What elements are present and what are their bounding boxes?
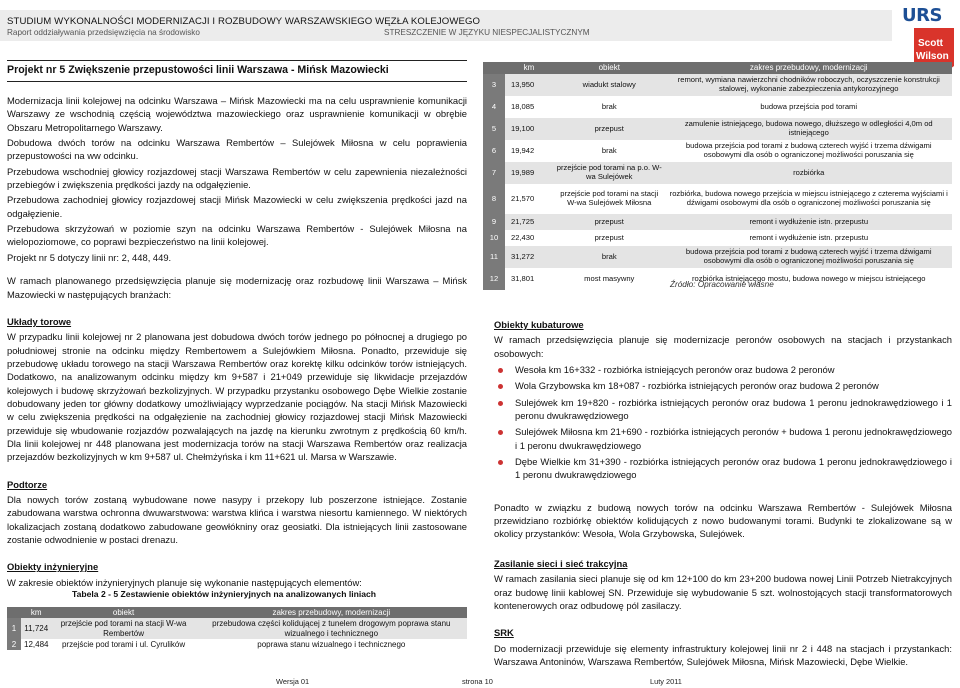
table-header-row xyxy=(483,62,952,74)
footer-date: Luty 2011 xyxy=(650,677,682,686)
section-head-subgrade: Podtorze xyxy=(7,478,48,490)
list-item: Dębe Wielkie km 31+390 - rozbiórka istniejących peronów oraz budowa 1 peronu jednokrawędziowego i 1 peronu dwukrawędziowego xyxy=(494,455,952,482)
section-head-buildings: Obiekty kubaturowe xyxy=(494,319,584,330)
col-header-no xyxy=(483,62,505,74)
row-scope: przebudowa części kolidującej z tunelem drogowym poprawa stanu wizualnego i technicznego xyxy=(196,618,467,638)
table-row xyxy=(483,140,952,162)
row-km: 11,724 xyxy=(21,618,51,638)
section-head-srk: SRK xyxy=(494,627,514,639)
row-no: 8 xyxy=(483,184,505,214)
list-item: Wesoła km 16+332 - rozbiórka istniejących peronów oraz budowa 2 peronów xyxy=(494,363,952,376)
row-no: 5 xyxy=(483,118,505,140)
row-km: 12,484 xyxy=(21,639,51,650)
row-scope: remont i wydłużenie istn. przepustu xyxy=(666,230,953,246)
table-caption: Tabela 2 - 5 Zestawienie obiektów inżynieryjnych na analizowanych liniach xyxy=(72,589,377,599)
row-scope: budowa przejścia pod torami xyxy=(666,96,953,118)
row-object: most masywny xyxy=(553,268,666,290)
row-scope: budowa przejścia pod torami z budową czterech wyjść i trzema dźwigami osobowymi dla osób o ograniczonej możliwości poruszania się xyxy=(666,140,953,162)
section-head-tracks: Układy torowe xyxy=(7,315,72,327)
objects-table-left xyxy=(7,607,467,650)
row-km: 31,272 xyxy=(505,246,553,268)
row-object: przepust xyxy=(553,118,666,140)
paragraph-6: Projekt nr 5 dotyczy linii nr: 2, 448, 449. xyxy=(7,251,172,263)
paragraph-2: Dobudowa dwóch torów na odcinku Warszawa Rembertów – Sulejówek Miłosna w celu poprawienia przepustowości na ww odcinku. xyxy=(7,137,467,162)
col-header-km: km xyxy=(21,607,51,618)
row-object: brak xyxy=(553,96,666,118)
table-header-row xyxy=(7,607,467,618)
objects-table-right xyxy=(483,62,952,290)
table-row xyxy=(483,230,952,246)
table-row xyxy=(483,246,952,268)
platforms-list xyxy=(494,363,952,482)
table-source: Źródło: Opracowanie własne xyxy=(670,280,774,289)
footer-page: strona 10 xyxy=(462,677,493,686)
col-header-no xyxy=(7,607,21,618)
paragraph-5: Przebudowa skrzyżowań w poziomie szyn na odcinku Warszawa Rembertów - Sulejówek Miłosna na wielopoziomowe, co poprawi bezpieczeństwo na linii kolejowej. xyxy=(7,223,467,248)
row-object: wiadukt stalowy xyxy=(553,74,666,96)
header-right-label: STRESZCZENIE W JĘZYKU NIESPECJALISTYCZNYM xyxy=(384,28,590,37)
row-object: przejście pod torami na stacji W-wa Rembertów xyxy=(51,618,195,638)
row-no: 1 xyxy=(7,618,21,638)
section-text-subgrade: Dla nowych torów zostaną wybudowane nowe nasypy i przekopy lub poszerzone istniejące. Zostanie zabudowana warstwa ochronna dwuwarstwowa: warstwa klińca i warstwa niesortu kamiennego. W niektórych lokalizacjach zostaną dodatkowo zabudowane geowłókniny oraz geosiatki. Dla istniejących linii zastosowane zostanie odwodnienie w postaci drenazu. xyxy=(7,493,467,545)
row-km: 19,989 xyxy=(505,162,553,184)
row-no: 11 xyxy=(483,246,505,268)
header-subtitle: Raport oddziaływania przedsięwzięcia na środowisko xyxy=(7,28,200,37)
page-header xyxy=(0,0,960,54)
row-km: 22,430 xyxy=(505,230,553,246)
row-no: 10 xyxy=(483,230,505,246)
row-scope: rozbiórka istniejącego mostu, budowa nowego w miejscu istniejącego xyxy=(666,268,953,290)
row-scope: remont, wymiana nawierzchni chodników roboczych, oczyszczenie konstrukcji stalowej, wykonanie zabezpieczenia antykorozyjnego xyxy=(666,74,953,96)
row-object: przejście pod torami na p.o. W-wa Sulejówek xyxy=(553,162,666,184)
row-scope: remont i wydłużenie istn. przepustu xyxy=(666,214,953,230)
table-row xyxy=(483,96,952,118)
row-scope: rozbiórka xyxy=(666,162,953,184)
row-object: brak xyxy=(553,140,666,162)
row-no: 2 xyxy=(7,639,21,650)
col-header-object: obiekt xyxy=(553,62,666,74)
footer-version: Wersja 01 xyxy=(276,677,310,686)
section-text-buildings: W ramach przedsięwzięcia planuje się modernizacje peronów osobowych na stacjach i przystankach osobowych: xyxy=(494,334,952,359)
row-no: 12 xyxy=(483,268,505,290)
table-row xyxy=(7,618,467,638)
table-row xyxy=(483,118,952,140)
paragraph-7: W ramach planowanego przedsięwzięcia planuje się modernizację oraz rozbudowę linii Warszawa – Mińsk Mazowiecki w następujących branżach: xyxy=(7,275,467,300)
paragraph-1: Modernizacja linii kolejowej na odcinku Warszawa – Mińsk Mazowiecki ma na celu usprawnienie komunikacji Warszawy ze wschodnią częścią województwa mazowieckiego oraz usprawnienie komunikacji w obrębie Obszaru Metropolitarnego Warszawy. xyxy=(7,95,467,133)
col-header-km: km xyxy=(505,62,553,74)
col-header-scope: zakres przebudowy, modernizacji xyxy=(666,62,953,74)
row-no: 3 xyxy=(483,74,505,96)
row-km: 31,801 xyxy=(505,268,553,290)
section-text-engineering: W zakresie obiektów inżynieryjnych planuje się wykonanie następujących elementów: xyxy=(7,576,362,588)
row-object: przejście pod torami i ul. Cyrulików xyxy=(51,639,195,650)
row-scope: budowa przejścia pod torami z budową czterech wyjść i trzema dźwigami osobowymi dla osób o ograniczonej możliwości poruszania się xyxy=(666,246,953,268)
row-scope: zamulenie istniejącego, budowa nowego, dłuższego w odległości 4,0m od istniejącego xyxy=(666,118,953,140)
section-text-tracks: W przypadku linii kolejowej nr 2 planowana jest dobudowa dwóch torów jednego po północnej a drugiego po południowej stronie na odcinku między Rembertowem a Sulejówkiem Miłosna. Ponadto, przewiduje się przebudowę układu torowego na stacji Warszawa Rembertów oraz korektę kilku odcinków torów istniejących. Dodatkowo, na analizowanym odcinku między km 9+587 i 21+049 przewiduje się likwidacje przejazdów kolejowych i budowę skrzyżowań bezkolizyjnych. W przypadku przystanku osobowego Dębe Wielkie zostanie dobudowany jeden tor główny dodatkowy umożliwiający wyprzedzanie pociągów. Na stacji Mińsk Mazowiecki w celu zwiększenia prędkości na odgałęzienie na zachodniej głowicy rozjazdowej stacji Mińsk Mazowiecki przewiduje się wbudowanie rozjazdów pozwalających na jazdę na kierunku zwrotnym z prędkością 60 km/h. Dla linii kolejowej nr 448 planowana jest modernizacja torów na stacji Warszawa Rembertów oraz realizacja przejazdów bezkolizyjnych w km 9+587 ul. Chełmżyńska i km 11+621 ul. Marsa w Warszawie. xyxy=(7,331,467,463)
row-object: przepust xyxy=(553,214,666,230)
section-text-srk: Do modernizacji przewiduje się elementy infrastruktury kolejowej linii nr 2 i 448 na stacjach i przystankach: Warszawa Antoninów, Warszawa Rembertów, Sulejówek Miłosna, Mińsk Mazowiecki, Dębe Wielkie. xyxy=(494,642,952,667)
section-text-power: W ramach zasilania sieci planuje się od km 12+100 do km 23+200 budowa nowej Linii Potrzeb Nietrakcyjnych oraz budowę linii kablowej SN. Przewiduje się wybudowanie 5 szt. wolnostojących stacji transformatorowych kontenerowych oraz odbudowę pól zasilaczy. xyxy=(494,573,952,611)
paragraph-3: Przebudowa wschodniej głowicy rozjazdowej stacji Warszawa Rembertów w celu zapewnienia niezależności przebiegów i zwiększenia prędkości jazdy na odgałęzienie. xyxy=(7,165,467,191)
col-header-object: obiekt xyxy=(51,607,195,618)
paragraph-4: Przebudowa zachodniej głowicy rozjazdowej stacji Mińsk Mazowiecki w celu zwiększenia prędkości jazd na odgałęzienie. xyxy=(7,194,467,219)
paragraph-demolition: Ponadto w związku z budową nowych torów na odcinku Warszawa Rembertów - Sulejówek Miłosna przewidziano rozbiórkę obiektów kolidujących z nowo budowanymi torami. Budynki te zlokalizowane są w okolicy przystanków: Wesoła, Wola Grzybowska, Sulejówek. xyxy=(494,501,952,540)
right-column xyxy=(494,318,952,668)
urs-logo-text: URS xyxy=(902,5,942,26)
table-row xyxy=(483,214,952,230)
row-no: 9 xyxy=(483,214,505,230)
badge-line2: Wilson xyxy=(916,51,949,62)
badge-line1: Scott xyxy=(918,38,943,49)
row-scope: rozbiórka, budowa nowego przejścia w miejscu istniejącego z czterema wyjściami i dźwigami osobowymi dla osób o ograniczonej możliwości poruszania się xyxy=(666,184,953,214)
row-km: 21,570 xyxy=(505,184,553,214)
section-head-engineering: Obiekty inżynieryjne xyxy=(7,561,99,573)
header-title: STUDIUM WYKONALNOŚCI MODERNIZACJI I ROZBUDOWY WARSZAWSKIEGO WĘZŁA KOLEJOWEGO xyxy=(7,16,481,27)
row-km: 18,085 xyxy=(505,96,553,118)
row-scope: poprawa stanu wizualnego i technicznego xyxy=(196,639,467,650)
row-object: przejście pod torami na stacji W-wa Sulejówek Miłosna xyxy=(553,184,666,214)
row-no: 6 xyxy=(483,140,505,162)
row-km: 19,100 xyxy=(505,118,553,140)
row-no: 7 xyxy=(483,162,505,184)
table-row xyxy=(483,184,952,214)
table-row xyxy=(7,639,467,650)
row-km: 19,942 xyxy=(505,140,553,162)
row-no: 4 xyxy=(483,96,505,118)
list-item: Wola Grzybowska km 18+087 - rozbiórka istniejących peronów oraz budowa 2 peronów xyxy=(494,379,952,392)
left-column xyxy=(7,60,467,589)
list-item: Sulejówek Miłosna km 21+690 - rozbiórka istniejących peronów + budowa 1 peronu jednokrawędziowego i 1 peronu dwukrawędziowego xyxy=(494,425,952,452)
row-object: przepust xyxy=(553,230,666,246)
table-row xyxy=(483,162,952,184)
list-item: Sulejówek km 19+820 - rozbiórka istniejących peronów oraz budowa 1 peronu jednokrawędziowego i 1 peronu dwukrawędziowego xyxy=(494,396,952,423)
project-title: Projekt nr 5 Zwiększenie przepustowości linii Warszawa - Mińsk Mazowiecki xyxy=(7,60,467,82)
row-km: 13,950 xyxy=(505,74,553,96)
col-header-scope: zakres przebudowy, modernizacji xyxy=(196,607,467,618)
table-row xyxy=(483,74,952,96)
section-head-power: Zasilanie sieci i sieć trakcyjna xyxy=(494,557,628,569)
row-object: brak xyxy=(553,246,666,268)
row-km: 21,725 xyxy=(505,214,553,230)
